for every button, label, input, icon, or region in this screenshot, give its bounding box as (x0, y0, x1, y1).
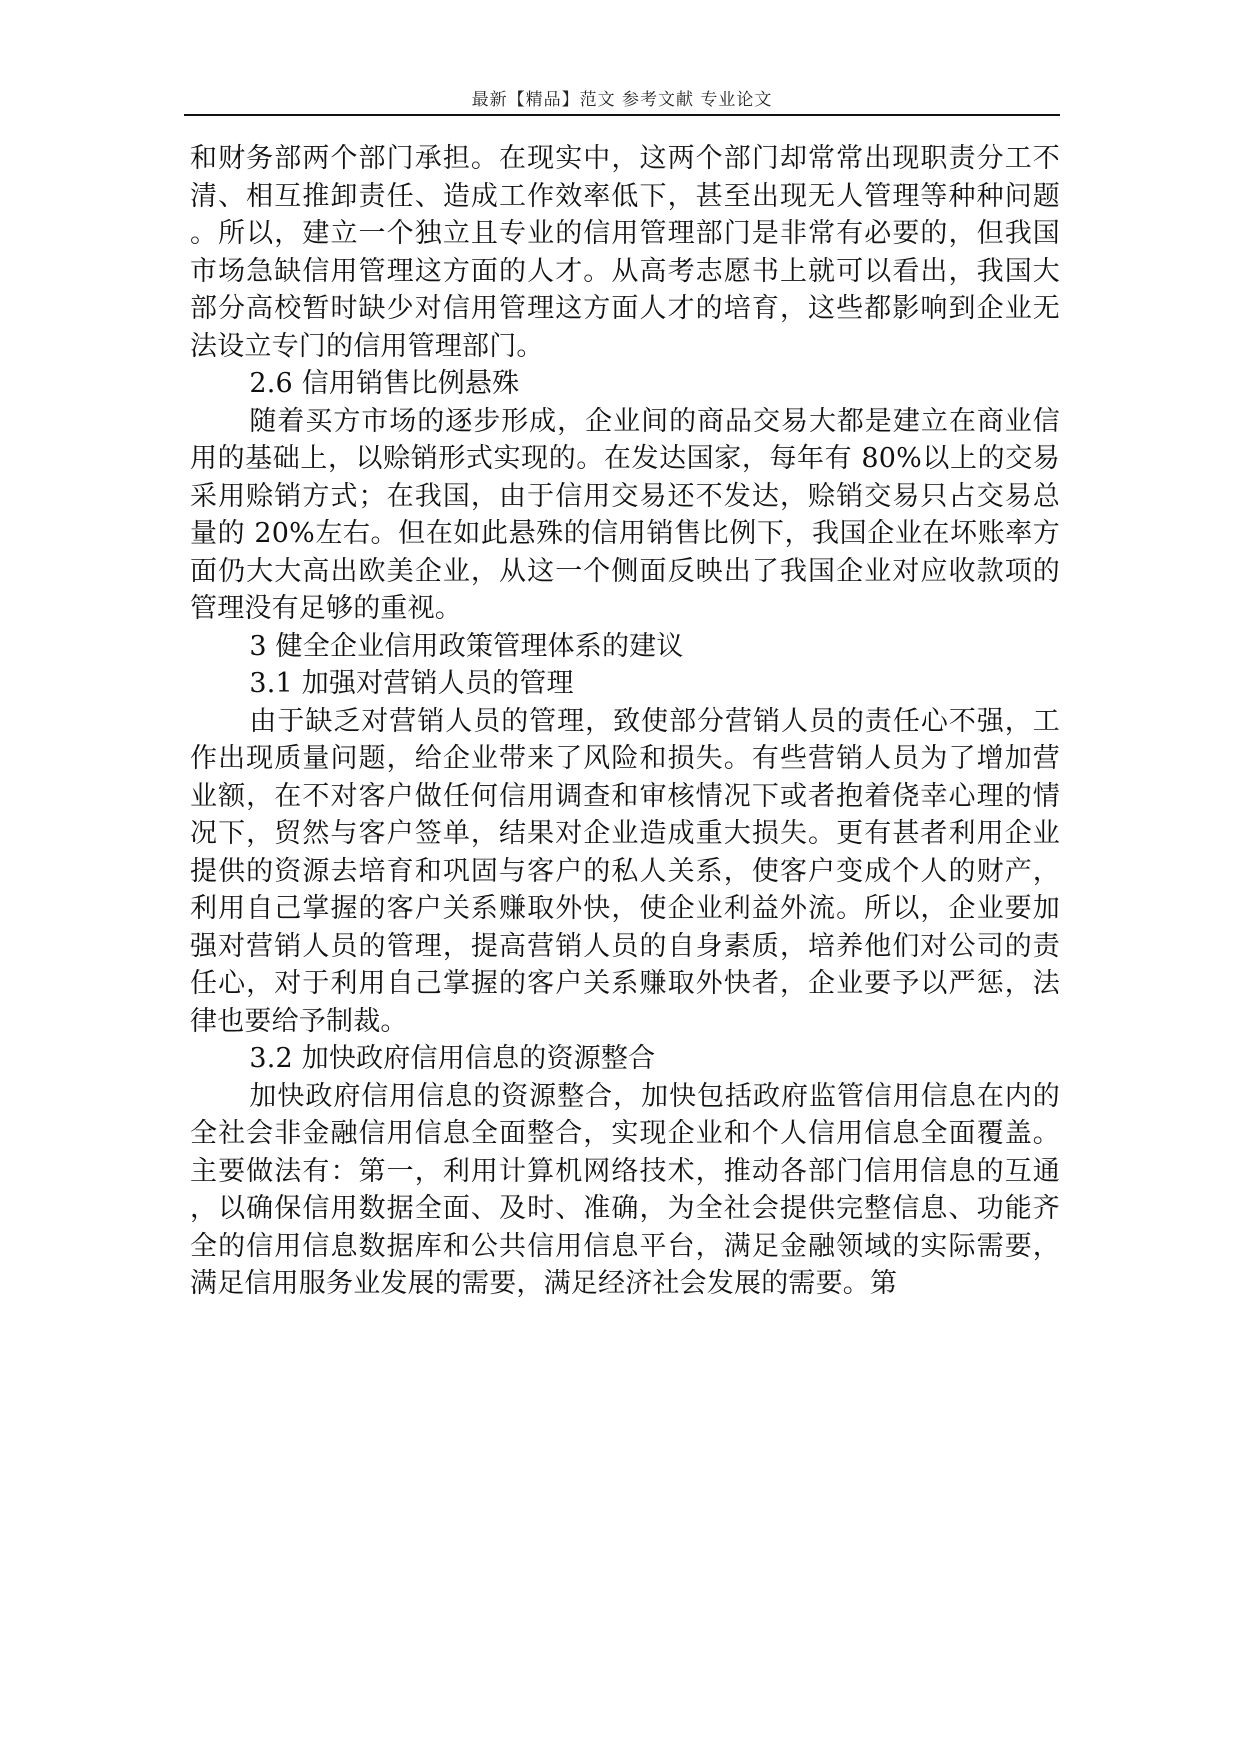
section-heading-3: 3 健全企业信用政策管理体系的建议 (249, 630, 684, 662)
section-heading-3-2: 3.2 加快政府信用信息的资源整合 (249, 1043, 656, 1074)
page-header: 最新【精品】范文 参考文献 专业论文 (471, 90, 773, 110)
paragraph-sales-staff-management: 由于缺乏对营销人员的管理，致使部分营销人员的责任心不强，工作出现质量问题，给企业带来了风险和损失。有些营销人员为了增加营业额，在不对客户做任何信用调查和审核情况下或者抱着侥幸心理的情况下，贸然与客户签单，结果对企业造成重大损失。更有甚者利用企业提供的资源去培育和巩固与客户的私人关系，使客户变成个人的财产，利用自己掌握的客户关系赚取外快，使企业利益外流。所以，企业要加强对营销人员的管理，提高营销人员的自身素质，培养他们对公司的责任心，对于利用自己掌握的客户关系赚取外快者，企业要予以严惩，法律也要给予制裁。 (190, 705, 1060, 1037)
paragraph-dept-responsibility: 和财务部两个部门承担。在现实中，这两个部门却常常出现职责分工不清、相互推卸责任、造成工作效率低下，甚至出现无人管理等种种问题。所以，建立一个独立且专业的信用管理部门是非常有必要的，但我国市场急缺信用管理这方面的人才。从高考志愿书上就可以看出，我国大部分高校暂时缺少对信用管理这方面人才的培育，这些都影响到企业无法设立专门的信用管理部门。 (190, 143, 1060, 362)
section-heading-2-6: 2.6 信用销售比例悬殊 (249, 368, 520, 399)
paragraph-gov-credit-integration: 加快政府信用信息的资源整合，加快包括政府监管信用信息在内的全社会非金融信用信息全面整合，实现企业和个人信用信息全面覆盖。主要做法有：第一，利用计算机网络技术，推动各部门信用信息的互通，以确保信用数据全面、及时、准确，为全社会提供完整信息、功能齐全的信用信息数据库和公共信用信息平台，满足金融领域的实际需要，满足信用服务业发展的需要，满足经济社会发展的需要。第 (190, 1080, 1060, 1299)
paragraph-credit-sales-ratio: 随着买方市场的逐步形成，企业间的商品交易大都是建立在商业信用的基础上，以赊销形式实现的。在发达国家，每年有 80%以上的交易采用赊销方式；在我国，由于信用交易还不发达，赊销交易只占交易总量的 20%左右。但在如此悬殊的信用销售比例下，我国企业在坏账率方面仍大大高出欧美企业，从这一个侧面反映出了我国企业对应收款项的管理没有足够的重视。 (190, 405, 1060, 624)
header-rule (184, 114, 1060, 116)
document-body (190, 140, 1060, 1303)
section-heading-3-1: 3.1 加强对营销人员的管理 (249, 668, 574, 699)
